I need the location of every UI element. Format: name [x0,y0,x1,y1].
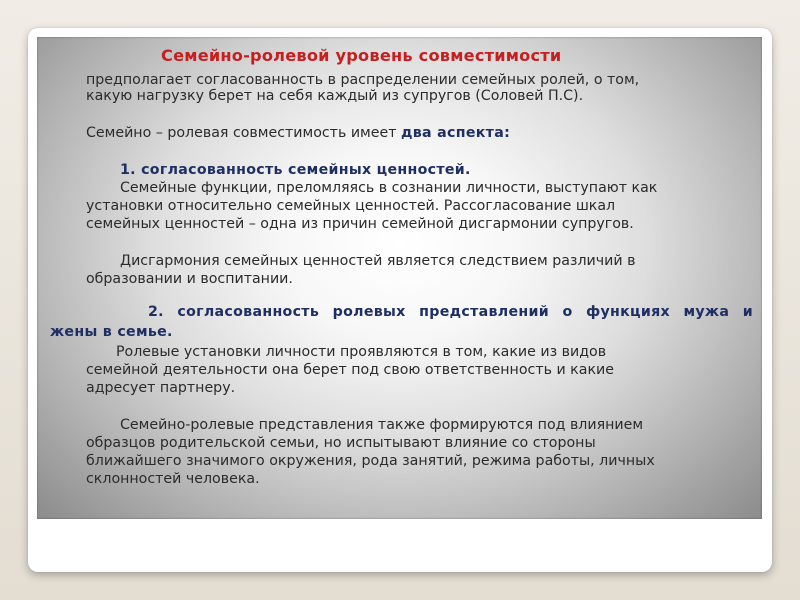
intro-line-1: предполагает согласованность в распределении семейных ролей, о том, [86,72,640,88]
disharmony-line-2: образовании и воспитании. [86,271,293,287]
aspect-1-body-line-3: семейных ценностей – одна из причин семейной дисгармонии супругов. [86,216,634,232]
aspects-intro [86,124,510,142]
disharmony-line-1: Дисгармония семейных ценностей является следствием различий в [120,253,636,269]
aspect-2-heading-line-1: 2. согласованность ролевых представлений о функциях мужа и [148,304,753,320]
intro-line-2: какую нагрузку берет на себя каждый из супругов (Соловей П.С). [86,88,584,104]
slide-panel [37,37,762,519]
aspect-2-heading-line-2: жены в семье. [50,324,173,340]
closing-line-3: ближайшего значимого окружения, рода занятий, режима работы, личных [86,453,655,469]
slide-title: Семейно-ролевой уровень совместимости [161,46,562,65]
closing-line-2: образцов родительской семьи, но испытывают влияние со стороны [86,435,596,451]
closing-line-4: склонностей человека. [86,471,260,487]
aspect-2-body-line-2: семейной деятельности она берет под свою ответственность и какие [86,362,614,378]
aspect-1-body-line-1: Семейные функции, преломляясь в сознании личности, выступают как [120,180,658,196]
aspect-1-body-line-2: установки относительно семейных ценностей. Рассогласование шкал [86,198,616,214]
aspect-2-body-line-3: адресует партнеру. [86,380,236,396]
aspects-intro-emphasis: два аспекта: [400,125,511,141]
aspects-intro-prefix: Семейно – ролевая совместимость имеет [86,125,401,141]
closing-line-1: Семейно-ролевые представления также формируются под влиянием [120,417,644,433]
aspect-1-heading: 1. согласованность семейных ценностей. [120,162,471,178]
aspect-2-body-line-1: Ролевые установки личности проявляются в том, какие из видов [116,344,607,360]
